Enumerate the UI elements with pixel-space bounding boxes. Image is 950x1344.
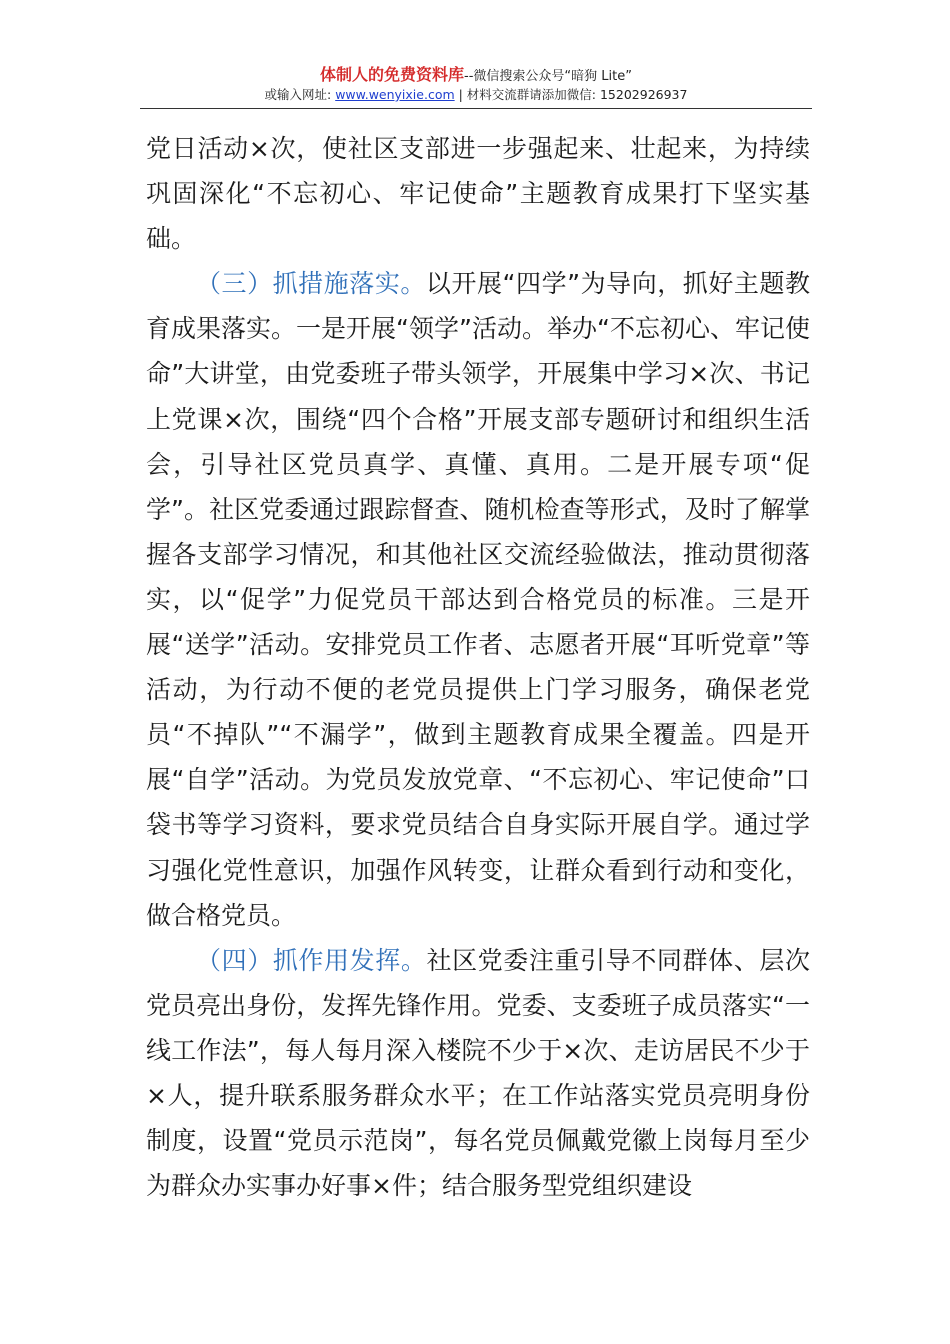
section-heading: （四）抓作用发挥。 [196, 945, 427, 975]
paragraph-section-4 [146, 938, 810, 1209]
document-body [146, 126, 810, 1208]
header-title: 体制人的免费资料库 [320, 65, 465, 84]
header-divider [140, 108, 812, 109]
paragraph-text: 以开展“四学”为导向，抓好主题教育成果落实。一是开展“领学”活动。举办“不忘初心、牢记使命”大讲堂，由党委班子带头领学，开展集中学习×次、书记上党课×次，围绕“四个合格”开展支部专题研讨和组织生活会，引导社区党员真学、真懂、真用。二是开展专项“促学”。社区党委通过跟踪督查、随机检查等形式，及时了解掌握各支部学习情况，和其他社区交流经验做法，推动贯彻落实，以“促学”力促党员干部达到合格党员的标准。三是开展“送学”活动。安排党员工作者、志愿者开展“耳听党章”等活动，为行动不便的老党员提供上门学习服务，确保老党员“不掉队”“不漏学”，做到主题教育成果全覆盖。四是开展“自学”活动。为党员发放党章、“不忘初心、牢记使命”口袋书等学习资料，要求党员结合自身实际开展自学。通过学习强化党性意识，加强作风转变，让群众看到行动和变化，做合格党员。 [146, 269, 810, 930]
header-contact: | 材料交流群请添加微信: 15202926937 [454, 87, 688, 102]
paragraph-section-3 [146, 261, 810, 937]
header-url-prefix: 或输入网址: [264, 87, 336, 102]
header-subtitle: --微信搜索公众号“暗狗 Lite” [464, 69, 632, 84]
header-url-link[interactable]: www.wenyixie.com [335, 87, 455, 102]
page-header [140, 66, 812, 104]
paragraph-continuation [146, 126, 810, 261]
paragraph-text: 党日活动×次，使社区支部进一步强起来、壮起来，为持续巩固深化“不忘初心、牢记使命”主题教育成果打下坚实基础。 [146, 134, 810, 254]
section-heading: （三）抓措施落实。 [196, 269, 426, 299]
paragraph-text: 社区党委注重引导不同群体、层次党员亮出身份，发挥先锋作用。党委、支委班子成员落实“一线工作法”，每人每月深入楼院不少于×次、走访居民不少于×人，提升联系服务群众水平；在工作站落实党员亮明身份制度，设置“党员示范岗”，每名党员佩戴党徽上岗每月至少为群众办实事办好事×件；结合服务型党组织建设 [146, 945, 810, 1201]
header-line-2 [140, 86, 812, 104]
header-line-1 [140, 66, 812, 86]
